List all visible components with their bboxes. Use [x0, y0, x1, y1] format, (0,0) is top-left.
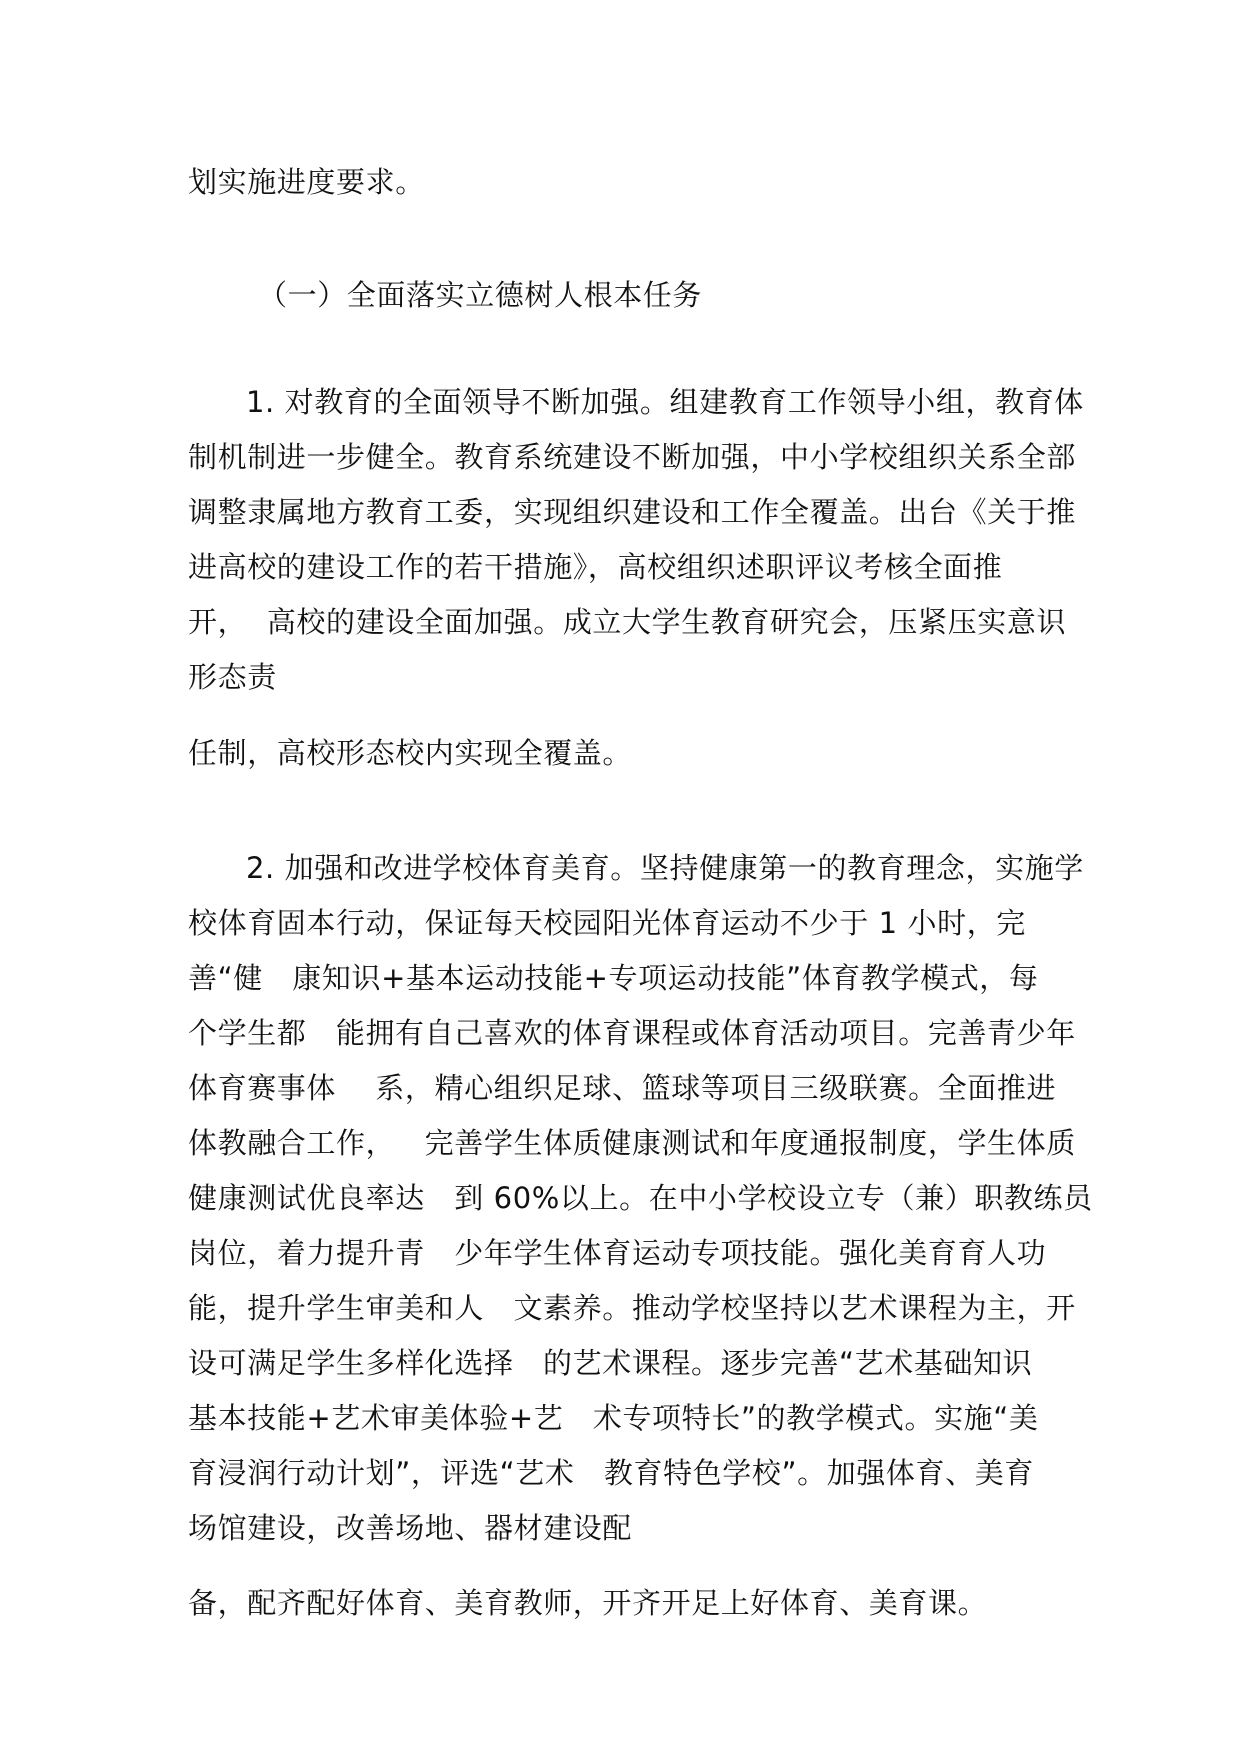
- text-line: 备，配齐配好体育、美育教师，开齐开足上好体育、美育课。: [188, 1586, 988, 1620]
- text-line: 校体育固本行动，保证每天校园阳光体育运动不少于 1 小时，完: [188, 906, 1026, 940]
- text-line: 个学生都 能拥有自己喜欢的体育课程或体育活动项目。完善青少年: [188, 1016, 1076, 1050]
- text-line: 育浸润行动计划”，评选“艺术 教育特色学校”。加强体育、美育: [188, 1456, 1034, 1490]
- text-line: 健康测试优良率达 到 60%以上。在中小学校设立专（兼）职教练员: [188, 1181, 1093, 1215]
- text-line: 制机制进一步健全。教育系统建设不断加强，中小学校组织关系全部: [188, 440, 1077, 474]
- text-line: 进高校的建设工作的若干措施》，高校组织述职评议考核全面推: [188, 550, 1003, 584]
- text-line: 体育赛事体 系，精心组织足球、篮球等项目三级联赛。全面推进: [188, 1071, 1057, 1105]
- text-line: 能，提升学生审美和人 文素养。推动学校坚持以艺术课程为主，开: [188, 1291, 1076, 1325]
- text-line: 体教融合工作， 完善学生体质健康测试和年度通报制度，学生体质: [188, 1126, 1076, 1160]
- text-line: 基本技能+艺术审美体验+艺 术专项特长”的教学模式。实施“美: [188, 1401, 1039, 1435]
- text-line: 岗位，着力提升青 少年学生体育运动专项技能。强化美育育人功: [188, 1236, 1047, 1270]
- text-line: 设可满足学生多样化选择 的艺术课程。逐步完善“艺术基础知识: [188, 1346, 1033, 1380]
- text-line: 调整隶属地方教育工委，实现组织建设和工作全覆盖。出台《关于推: [188, 495, 1077, 529]
- text-line: 2. 加强和改进学校体育美育。坚持健康第一的教育理念，实施学: [246, 851, 1084, 885]
- text-line: 善“健 康知识+基本运动技能+专项运动技能”体育教学模式，每: [188, 961, 1039, 995]
- text-line: 任制，高校形态校内实现全覆盖。: [188, 736, 633, 770]
- section-heading: （一）全面落实立德树人根本任务: [258, 278, 703, 312]
- text-line: 划实施进度要求。: [188, 165, 425, 199]
- text-line: 开， 高校的建设全面加强。成立大学生教育研究会，压紧压实意识: [188, 605, 1067, 639]
- text-line: 1. 对教育的全面领导不断加强。组建教育工作领导小组，教育体: [246, 385, 1084, 419]
- text-line: 形态责: [188, 660, 277, 694]
- text-line: 场馆建设，改善场地、器材建设配: [188, 1511, 633, 1545]
